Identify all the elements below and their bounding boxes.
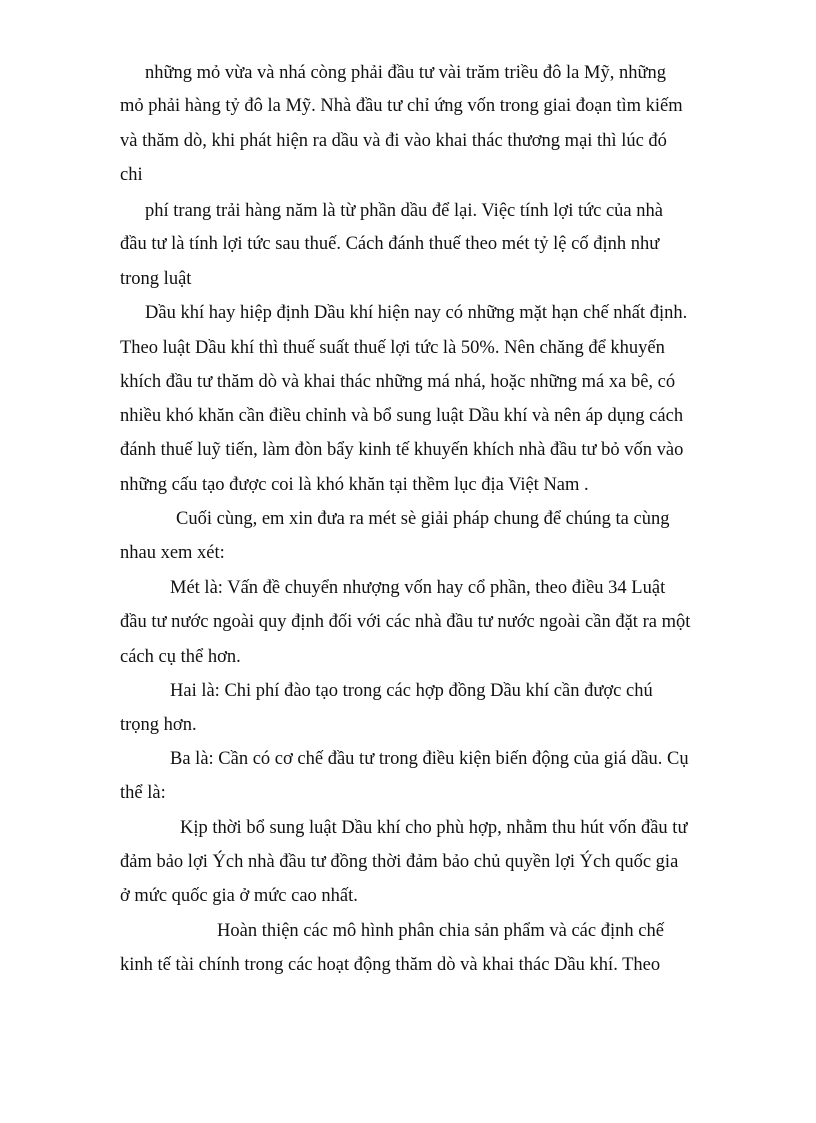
text-line: đánh thuế luỹ tiến, làm đòn bẩy kinh tế khuyến khích nhà đầu tư bỏ vốn vào xyxy=(120,440,684,460)
text-line: đầu tư nước ngoài quy định đối với các nhà đầu tư nước ngoài cần đặt ra một xyxy=(120,612,691,632)
text-line: đầu tư là tính lợi tức sau thuế. Cách đánh thuế theo mét tỷ lệ cố định như xyxy=(120,234,660,254)
text-line: ở mức quốc gia ở mức cao nhất. xyxy=(120,886,358,906)
text-line: phí trang trải hàng năm là từ phần dầu để lại. Việc tính lợi tức của nhà xyxy=(145,201,663,221)
text-line: Mét là: Vấn đề chuyển nhượng vốn hay cổ phần, theo điều 34 Luật xyxy=(170,578,666,598)
text-line: thể là: xyxy=(120,783,166,803)
text-line: mỏ phải hàng tỷ đô la Mỹ. Nhà đầu tư chỉ ứng vốn trong giai đoạn tìm kiếm xyxy=(120,96,683,116)
text-line: Kịp thời bổ sung luật Dầu khí cho phù hợp, nhằm thu hút vốn đầu tư xyxy=(180,818,688,838)
text-line: những mỏ vừa và nhá còng phải đầu tư vài trăm triều đô la Mỹ, những xyxy=(145,63,666,83)
text-line: đảm bảo lợi Ých nhà đầu tư đồng thời đảm bảo chủ quyền lợi Ých quốc gia xyxy=(120,852,679,872)
text-line: chi xyxy=(120,165,143,185)
text-line: Ba là: Cần có cơ chế đầu tư trong điều kiện biến động của giá dầu. Cụ xyxy=(170,749,689,769)
text-line: Hoàn thiện các mô hình phân chia sản phẩm và các định chế xyxy=(217,921,664,941)
text-line: trọng hơn. xyxy=(120,715,197,735)
text-line: Hai là: Chi phí đào tạo trong các hợp đồng Dầu khí cần được chú xyxy=(170,681,653,701)
text-line: Cuối cùng, em xin đưa ra mét sè giải pháp chung để chúng ta cùng xyxy=(176,509,670,529)
text-line: nhau xem xét: xyxy=(120,543,225,563)
text-line: kinh tế tài chính trong các hoạt động thăm dò và khai thác Dầu khí. Theo xyxy=(120,955,661,975)
text-line: cách cụ thể hơn. xyxy=(120,647,241,667)
text-line: Dầu khí hay hiệp định Dầu khí hiện nay có những mặt hạn chế nhất định. xyxy=(145,303,688,323)
text-line: Theo luật Dầu khí thì thuế suất thuế lợi tức là 50%. Nên chăng để khuyến xyxy=(120,338,665,358)
text-line: trong luật xyxy=(120,269,192,289)
text-line: khích đầu tư thăm dò và khai thác những má nhá, hoặc những má xa bê, có xyxy=(120,372,676,392)
text-line: những cấu tạo được coi là khó khăn tại thềm lục địa Việt Nam . xyxy=(120,475,589,495)
text-line: nhiều khó khăn cần điều chỉnh và bổ sung luật Dầu khí và nên áp dụng cách xyxy=(120,406,684,426)
text-line: và thăm dò, khi phát hiện ra dầu và đi vào khai thác thương mại thì lúc đó xyxy=(120,131,667,151)
